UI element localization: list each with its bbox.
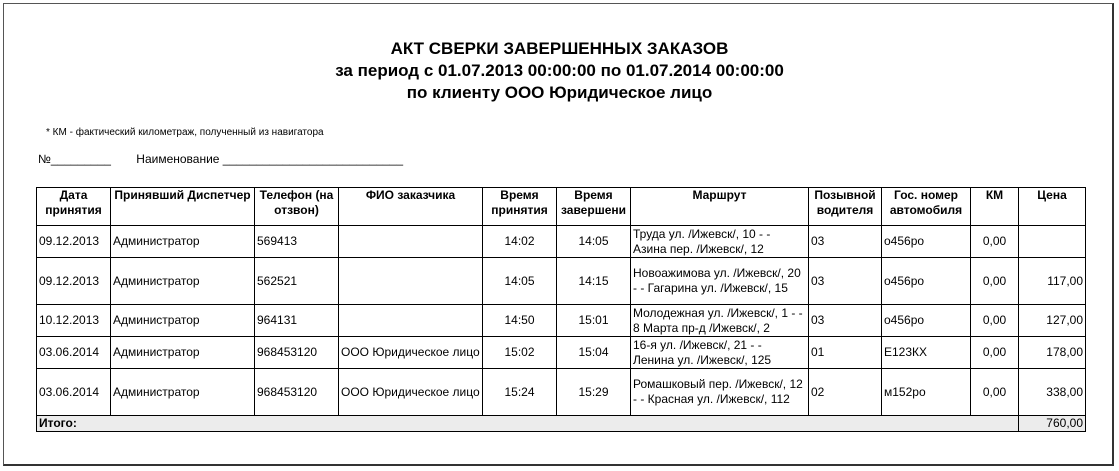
table-row — [37, 337, 1086, 369]
cell-customer — [339, 305, 483, 337]
column-header: Принявший Диспетчер — [111, 188, 255, 226]
cell-date: 09.12.2013 — [37, 226, 111, 258]
cell-plate: м152ро — [882, 369, 971, 416]
column-header: Гос. номер автомобиля — [882, 188, 971, 226]
column-header: Время завершени — [557, 188, 631, 226]
cell-route: 16-я ул. /Ижевск/, 21 - - Ленина ул. /Ижевск/, 125 — [631, 337, 809, 369]
report-title — [0, 38, 1119, 104]
cell-driver-callsign: 03 — [809, 258, 882, 305]
cell-driver-callsign: 03 — [809, 305, 882, 337]
cell-time-accepted: 14:02 — [483, 226, 557, 258]
cell-price: 117,00 — [1019, 258, 1086, 305]
total-label: Итого: — [37, 416, 1019, 432]
total-value: 760,00 — [1019, 416, 1086, 432]
name-field: Наименование ___________________________ — [136, 152, 403, 166]
cell-date: 03.06.2014 — [37, 337, 111, 369]
cell-km: 0,00 — [971, 337, 1019, 369]
column-header: Дата принятия — [37, 188, 111, 226]
cell-phone: 968453120 — [255, 337, 339, 369]
cell-phone: 562521 — [255, 258, 339, 305]
cell-plate: Е123КХ — [882, 337, 971, 369]
title-line-3: по клиенту ООО Юридическое лицо — [406, 83, 713, 102]
title-line-1: АКТ СВЕРКИ ЗАВЕРШЕННЫХ ЗАКАЗОВ — [390, 39, 729, 58]
cell-time-completed: 15:01 — [557, 305, 631, 337]
cell-km: 0,00 — [971, 258, 1019, 305]
column-header: Маршрут — [631, 188, 809, 226]
cell-km: 0,00 — [971, 369, 1019, 416]
cell-dispatcher: Администратор — [111, 258, 255, 305]
cell-time-completed: 15:04 — [557, 337, 631, 369]
cell-dispatcher: Администратор — [111, 337, 255, 369]
cell-date: 03.06.2014 — [37, 369, 111, 416]
cell-time-completed: 15:29 — [557, 369, 631, 416]
column-header: Позывной водителя — [809, 188, 882, 226]
cell-driver-callsign: 03 — [809, 226, 882, 258]
cell-customer: ООО Юридическое лицо — [339, 337, 483, 369]
cell-route: Молодежная ул. /Ижевск/, 1 - - 8 Марта пр-д /Ижевск/, 2 — [631, 305, 809, 337]
cell-dispatcher: Администратор — [111, 369, 255, 416]
cell-phone: 964131 — [255, 305, 339, 337]
cell-driver-callsign: 01 — [809, 337, 882, 369]
cell-time-accepted: 14:05 — [483, 258, 557, 305]
number-field: №_________ — [38, 152, 111, 166]
cell-price: 338,00 — [1019, 369, 1086, 416]
cell-time-completed: 14:05 — [557, 226, 631, 258]
orders-table — [36, 187, 1086, 432]
cell-driver-callsign: 02 — [809, 369, 882, 416]
cell-customer: ООО Юридическое лицо — [339, 369, 483, 416]
table-row — [37, 258, 1086, 305]
table-row — [37, 226, 1086, 258]
table-row — [37, 305, 1086, 337]
header-fields — [38, 152, 425, 166]
km-note: * КМ - фактический километраж, полученный из навигатора — [46, 127, 324, 138]
cell-price: 127,00 — [1019, 305, 1086, 337]
cell-phone: 968453120 — [255, 369, 339, 416]
cell-dispatcher: Администратор — [111, 305, 255, 337]
column-header: КМ — [971, 188, 1019, 226]
cell-time-accepted: 15:02 — [483, 337, 557, 369]
column-header: Цена — [1019, 188, 1086, 226]
column-header: Время принятия — [483, 188, 557, 226]
cell-date: 09.12.2013 — [37, 258, 111, 305]
column-header: Телефон (на отзвон) — [255, 188, 339, 226]
cell-plate: о456ро — [882, 258, 971, 305]
cell-date: 10.12.2013 — [37, 305, 111, 337]
cell-route: Ромашковый пер. /Ижевск/, 12 - - Красная ул. /Ижевск/, 112 — [631, 369, 809, 416]
cell-customer — [339, 226, 483, 258]
cell-price: 178,00 — [1019, 337, 1086, 369]
cell-route: Новоажимова ул. /Ижевск/, 20 - - Гагарина ул. /Ижевск/, 15 — [631, 258, 809, 305]
cell-time-accepted: 15:24 — [483, 369, 557, 416]
cell-time-completed: 14:15 — [557, 258, 631, 305]
column-header: ФИО заказчика — [339, 188, 483, 226]
title-line-2: за период с 01.07.2013 00:00:00 по 01.07.2014 00:00:00 — [335, 61, 784, 80]
table-row — [37, 369, 1086, 416]
cell-time-accepted: 14:50 — [483, 305, 557, 337]
table-header-row — [37, 188, 1086, 226]
cell-km: 0,00 — [971, 226, 1019, 258]
cell-route: Труда ул. /Ижевск/, 10 - - Азина пер. /Ижевск/, 12 — [631, 226, 809, 258]
cell-km: 0,00 — [971, 305, 1019, 337]
cell-price — [1019, 226, 1086, 258]
cell-phone: 569413 — [255, 226, 339, 258]
cell-dispatcher: Администратор — [111, 226, 255, 258]
cell-plate: о456ро — [882, 305, 971, 337]
cell-customer — [339, 258, 483, 305]
cell-plate: о456ро — [882, 226, 971, 258]
total-row — [37, 416, 1086, 432]
